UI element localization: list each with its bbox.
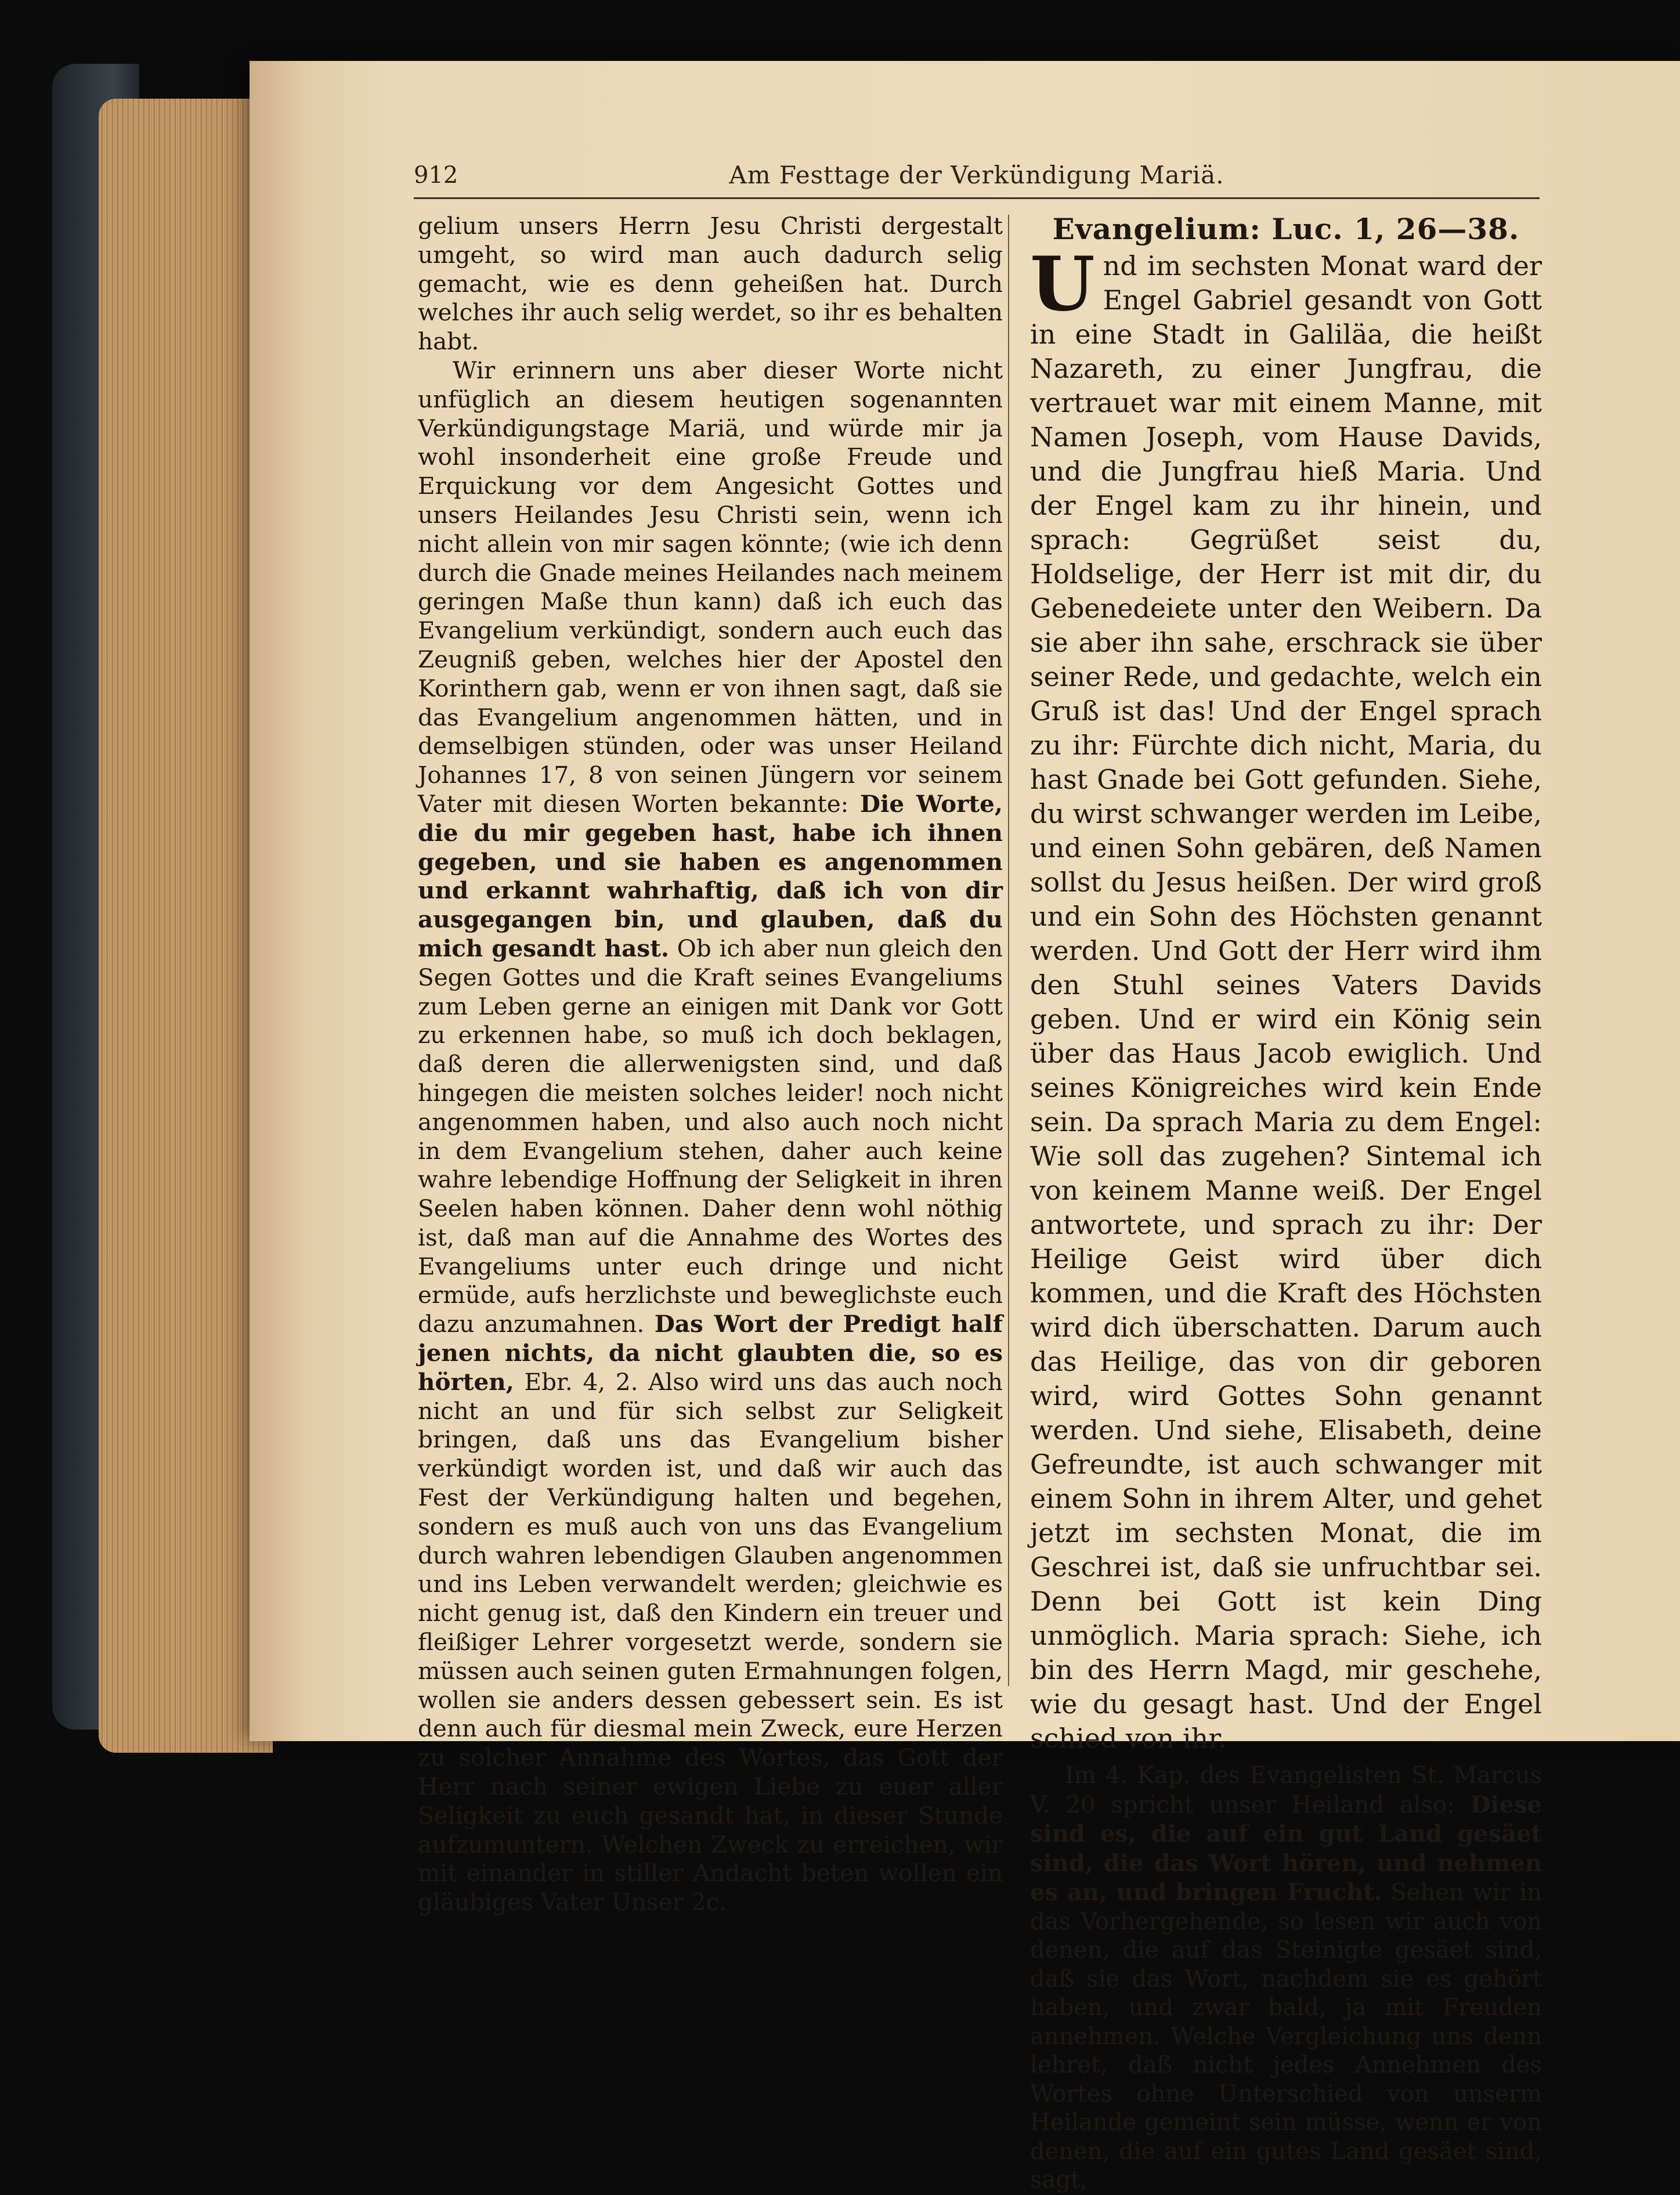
text-run: Ob ich aber nun gleich den Segen Gottes und die Kraft seines Evangeliums zum Leben gerne an einigen mit Dank vor Gott zu erkennen habe, so muß ich doch beklagen, daß deren die allerwenigsten sind, und daß hingegen die meisten solches leider! noch nicht angenommen haben, und also auch noch nicht in dem Evangelium stehen, daher auch keine wahre lebendige Hoffnung der Seligkeit in ihren Seelen haben können. Daher denn wohl nöthig ist, daß man auf die Annahme des Wortes des Evangeliums unter euch dringe und nicht ermüde, aufs herzlichste und beweglichste euch dazu anzumahnen. — [418, 934, 1003, 1338]
header-rule — [414, 197, 1540, 199]
paragraph — [418, 356, 1003, 1917]
text-run: Sehen wir in das Vorhergehende, so lesen wir auch von denen, die auf das Steinigte gesäet sind, daß sie das Wort, nachdem sie es gehört haben, und zwar bald, ja mit Freuden annehmen. Welche Vergleichung uns denn lehret, daß nicht jedes Annehmen des Wortes ohne Unterschied von unserm Heilande gemeint sein müsse, wenn er von denen, die auf ein gutes Land gesäet sind, sagt, — [1030, 1879, 1542, 2193]
bible-quote: Das Wort der Predigt half jenen nichts, da nicht glaubten die, so es hörten, — [418, 1310, 1003, 1396]
right-column — [1030, 212, 1542, 2195]
page-header-title: Am Festtage der Verkündigung Mariä. — [729, 161, 1224, 189]
gospel-text — [1030, 241, 1542, 1756]
page-stack-edge — [99, 99, 273, 1753]
column-divider — [1008, 215, 1009, 1686]
bible-quote: Diese sind es, die auf ein gut Land gesäet sind, die das Wort hören, und nehmen es an, und bringen Frucht. — [1030, 1790, 1542, 1906]
drop-cap: U — [1030, 241, 1095, 328]
text-run: Ebr. 4, 2. Also wird uns das auch noch nicht an und für sich selbst zur Seligkeit bringen, daß uns das Evangelium bisher verkündigt worden ist, und daß wir auch das Fest der Verkündigung halten und begehen, sondern es muß auch von uns das Evangelium durch wahren lebendigen Glauben angenommen und ins Leben verwandelt werden; gleichwie es nicht genug ist, daß den Kindern ein treuer und fleißiger Lehrer vorgesetzt werde, sondern sie müssen auch seinen guten Ermahnungen folgen, wollen sie anders dessen gebessert sein. Es ist denn auch für diesmal mein Zweck, eure Herzen zu solcher Annahme des Wortes, das Gott der Herr nach seiner ewigen Liebe zu euer aller Seligkeit zu euch gesandt hat, in dieser Stunde aufzumuntern. Welchen Zweck zu erreichen, wir mit einander in stiller Andacht beten wollen ein gläubiges Vater Unser 2c. — [418, 1367, 1003, 1916]
running-head — [414, 158, 1540, 198]
gospel-body: nd im sechsten Monat ward der Engel Gabriel gesandt von Gott in eine Stadt in Galiläa, die heißt Nazareth, zu einer Jungfrau, die vertrauet war mit einem Manne, mit Namen Joseph, vom Hause Davids, und die Jungfrau hieß Maria. Und der Engel kam zu ihr hinein, und sprach: Gegrüßet seist du, Holdselige, der Herr ist mit dir, du Gebenedeiete unter den Weibern. Da sie aber ihn sahe, erschrack sie über seiner Rede, und gedachte, welch ein Gruß ist das! Und der Engel sprach zu ihr: Fürchte dich nicht, Maria, du hast Gnade bei Gott gefunden. Siehe, du wirst schwanger werden im Leibe, und einen Sohn gebären, deß Namen sollst du Jesus heißen. Der wird groß und ein Sohn des Höchsten genannt werden. Und Gott der Herr wird ihm den Stuhl seines Vaters Davids geben. Und er wird ein König sein über das Haus Jacob ewiglich. Und seines Königreiches wird kein Ende sein. Da sprach Maria zu dem Engel: Wie soll das zugehen? Sintemal ich von keinem Manne weiß. Der Engel antwortete, und sprach zu ihr: Der Heilige Geist wird über dich kommen, und die Kraft des Höchsten wird dich überschatten. Darum auch das Heilige, das von dir geboren wird, wird Gottes Sohn genannt werden. Und siehe, Elisabeth, deine Gefreundte, ist auch schwanger mit einem Sohn in ihrem Alter, und gehet jetzt im sechsten Monat, die im Geschrei ist, daß sie unfruchtbar sei. Denn bei Gott ist kein Ding unmöglich. Maria sprach: Siehe, ich bin des Herrn Magd, mir geschehe, wie du gesagt hast. Und der Engel schied von ihr. — [1030, 250, 1542, 1754]
page-number: 912 — [414, 162, 458, 189]
text-run: Im 4. Kap. des Evangelisten St. Marcus V. 20 spricht unser Heiland also: — [1030, 1762, 1542, 1818]
paragraph — [1030, 1761, 1542, 2195]
paragraph: gelium unsers Herrn Jesu Christi dergestalt umgeht, so wird man auch dadurch selig gemacht, wie es denn geheißen hat. Durch welches ihr auch selig werdet, so ihr es behalten habt. — [418, 212, 1003, 356]
gospel-heading: Evangelium: Luc. 1, 26—38. — [1052, 212, 1520, 246]
left-column — [418, 212, 1003, 1917]
bible-quote: Die Worte, die du mir gegeben hast, habe ich ihnen gegeben, und sie haben es angenommen und erkannt wahrhaftig, daß ich von dir ausgegangen bin, und glauben, daß du mich gesandt hast. — [418, 789, 1003, 962]
text-run: Wir erinnern uns aber dieser Worte nicht unfüglich an diesem heutigen sogenannten Verkündigungstage Mariä, und würde mir ja wohl insonderheit eine große Freude und Erquickung vor dem Angesicht Gottes und unsers Heilandes Jesu Christi sein, wenn ich nicht allein von mir sagen könnte; (wie ich denn durch die Gnade meines Heilandes nach meinem geringen Maße thun kann) daß ich euch das Evangelium verkündigt, sondern auch euch das Zeugniß geben, welches hier der Apostel den Korinthern gab, wenn er von ihnen sagt, daß sie das Evangelium angenommen hätten, und in demselbigen stünden, oder was unser Heiland Johannes 17, 8 von seinen Jüngern vor seinem Vater mit diesen Worten bekannte: — [418, 356, 1003, 818]
